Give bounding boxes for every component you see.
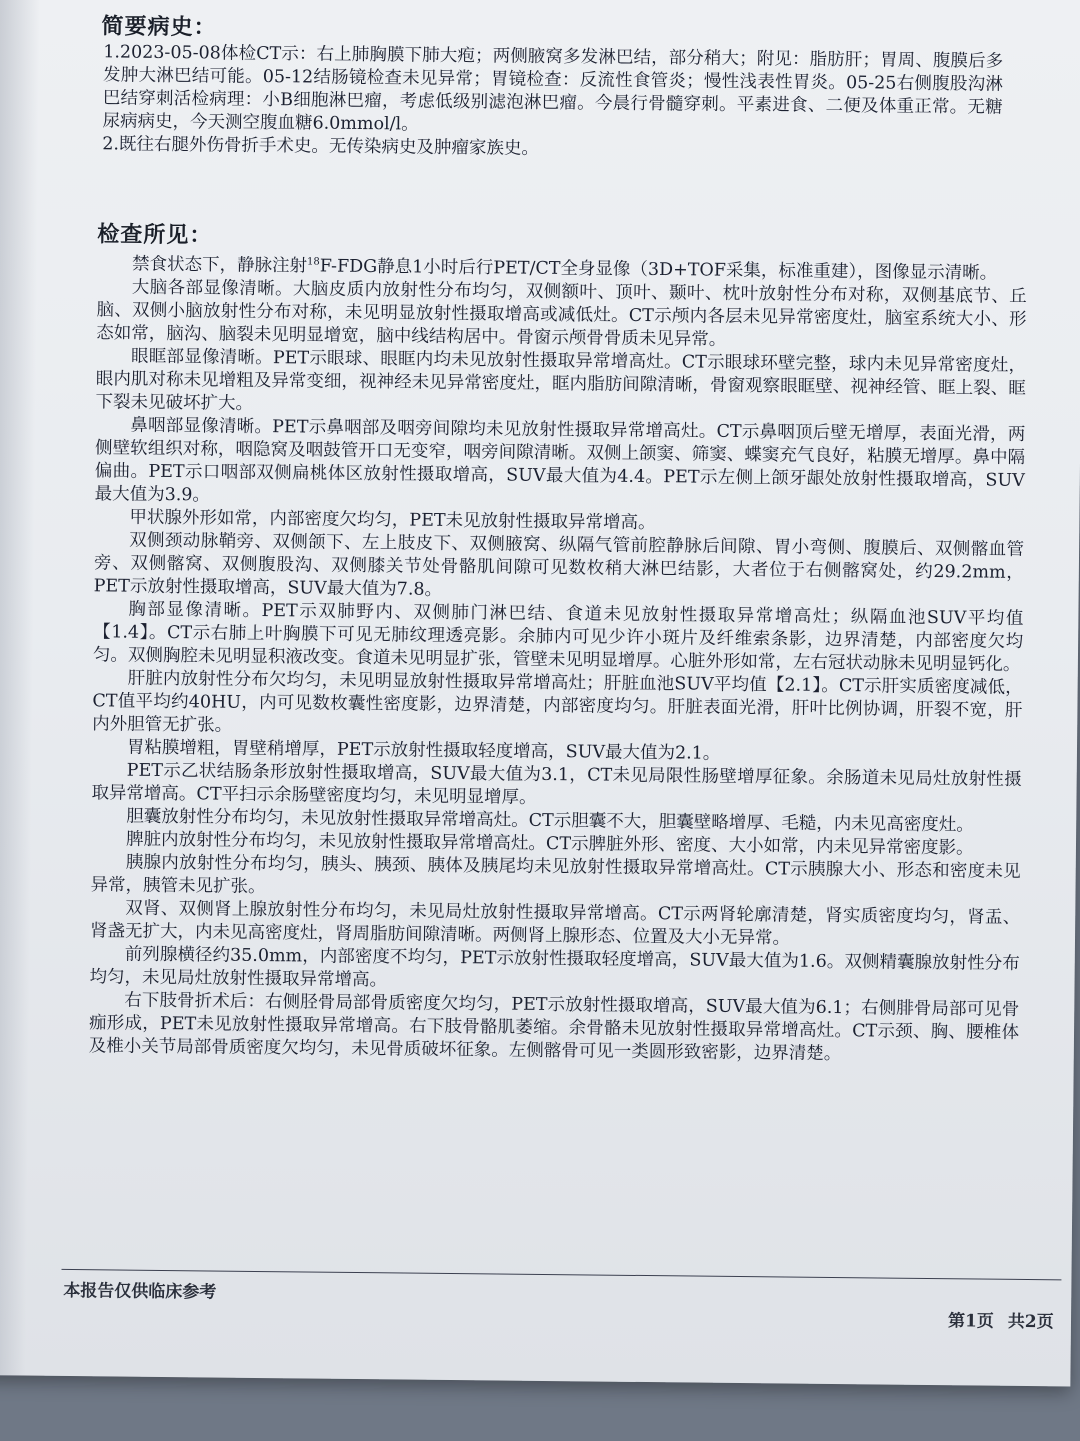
footer-note: 本报告仅供临床参考	[63, 1280, 217, 1303]
page-shadow	[0, 0, 40, 1376]
finding-bones: 右下肢骨折术后：右侧胫骨局部骨质密度欠均匀，PET示放射性摄取增高，SUV最大值为6.1；右侧腓骨局部可见骨痂形成，PET未见放射性摄取异常增高。右下肢骨骼肌萎缩。余骨骼未见放射性摄取异常增高灶。CT示颈、胸、腰椎体及椎小关节局部骨质密度欠均匀，未见骨质破坏征象。左侧髂骨可见一类圆形致密影，边界清楚。	[88, 990, 1020, 1064]
finding-lymph-nodes: 双侧颈动脉鞘旁、双侧颌下、左上肢皮下、双侧腋窝、纵隔气管前腔静脉后间隙、胃小弯侧、腹膜后、双侧髂血管旁、双侧髂窝、双侧腹股沟、双侧膝关节处骨骼肌间隙可见数枚稍大淋巴结影，大者位于右侧髂窝处，约29.2mm，PET示放射性摄取增高，SUV最大值为7.8。	[93, 530, 1025, 600]
history-item-2: 2.既往右腿外伤骨折手术史。无传染病史及肿瘤家族史。	[102, 134, 540, 159]
finding-prostate: 前列腺横径约35.0mm，内部密度不均匀，PET示放射性摄取轻度增高，SUV最大值为1.6。双侧精囊腺放射性分布均匀，未见局灶放射性摄取异常增高。	[89, 944, 1020, 991]
finding-colon: PET示乙状结肠条形放射性摄取增高，SUV最大值为3.1，CT未见局限性肠壁增厚征象。余肠道未见局灶放射性摄取异常增高。CT平扫示余肠壁密度均匀，未见明显增厚。	[91, 760, 1022, 808]
finding-gallbladder: 胆囊放射性分布均匀，未见放射性摄取异常增高灶。CT示胆囊不大，胆囊壁略增厚、毛糙，内未见高密度灶。	[126, 806, 974, 836]
finding-pancreas: 胰腺内放射性分布均匀，胰头、胰颈、胰体及胰尾均未见放射性摄取异常增高灶。CT示胰腺大小、形态和密度未见异常，胰管未见扩张。	[90, 852, 1021, 897]
findings-intro: 禁食状态下，静脉注射$^{18}$F-FDG静息1小时后行PET/CT全身显像（3D+TOF采集，标准重建），图像显示清晰。	[131, 254, 998, 284]
page-number: 第1页 共2页	[947, 1311, 1054, 1333]
finding-brain: 大脑各部显像清晰。大脑皮质内放射性分布均匀，双侧额叶、顶叶、颞叶、枕叶放射性分布对称，双侧基底节、丘脑、双侧小脑放射性分布对称，未见明显放射性摄取增高或减低灶。CT示颅内各层未见异常密度灶，脑室系统大小、形态如常，脑沟、脑裂未见明显增宽，脑中线结构居中。骨窗示颅骨骨质未见异常。	[96, 277, 1027, 350]
finding-orbit: 眼眶部显像清晰。PET示眼球、眼眶内均未见放射性摄取异常增高灶。CT示眼球环壁完整，球内未见异常密度灶，眼内肌对称未见增粗及异常变细，视神经未见异常密度灶，眶内脂肪间隙清晰，骨窗观察眼眶壁、视神经管、眶上裂、眶下裂未见破坏扩大。	[95, 346, 1027, 414]
finding-nasopharynx: 鼻咽部显像清晰。PET示鼻咽部及咽旁间隙均未见放射性摄取异常增高灶。CT示鼻咽顶后壁无增厚，表面光滑，两侧壁软组织对称，咽隐窝及咽鼓管开口无变窄，咽旁间隙清晰。双侧上颌窦、筛窦、蝶窦充气良好，粘膜无增厚。鼻中隔偏曲。PET示口咽部双侧扁桃体区放射性摄取增高，SUV最大值为4.4。PET示左侧上颌牙龈处放射性摄取增高，SUV最大值为3.9。	[94, 415, 1026, 506]
history-section	[102, 41, 1003, 165]
history-heading: 简要病史：	[101, 13, 217, 41]
finding-chest: 胸部显像清晰。PET示双肺野内、双侧肺门淋巴结、食道未见放射性摄取异常增高灶；纵隔血池SUV平均值【1.4】。CT示右肺上叶胸膜下可见无肺纹理透亮影。余肺内可见少许小斑片及纤维索条影，边界清楚，内部密度欠均匀。双侧胸腔未见明显积液改变。食道未见明显扩张，管壁未见明显增厚。心脏外形如常，左右冠状动脉未见明显钙化。	[92, 599, 1024, 675]
isotope-mass: 18	[307, 256, 320, 268]
finding-kidneys: 双肾、双侧肾上腺放射性分布均匀，未见局灶放射性摄取异常增高。CT示两肾轮廓清楚，肾实质密度均匀，肾盂、肾盏无扩大，内未见高密度灶，肾周脂肪间隙清晰。两侧肾上腺形态、位置及大小无异常。	[89, 898, 1021, 949]
findings-heading: 检查所见：	[97, 221, 213, 249]
findings-section	[89, 248, 1027, 1068]
finding-stomach: 胃粘膜增粗，胃壁稍增厚，PET示放射性摄取轻度增高，SUV最大值为2.1。	[126, 737, 721, 764]
finding-spleen: 脾脏内放射性分布均匀，未见放射性摄取异常增高灶。CT示脾脏外形、密度、大小如常，内未见异常密度影。	[125, 829, 974, 859]
finding-liver: 肝脏内放射性分布欠均匀，未见明显放射性摄取异常增高灶；肝脏血池SUV平均值【2.1】。CT示肝实质密度减低，CT值平均约40HU，内可见数枚囊性密度影，边界清楚，内部密度均匀。肝脏表面光滑，肝叶比例协调，肝裂不宽，肝内外胆管无扩张。	[92, 668, 1023, 736]
finding-thyroid: 甲状腺外形如常，内部密度欠均匀，PET未见放射性摄取异常增高。	[129, 507, 656, 533]
history-item-1: 1.2023-05-08体检CT示：右上肺胸膜下肺大疱；两侧腋窝多发淋巴结，部分稍大；附见：脂肪肝；胃周、腹膜后多发肿大淋巴结可能。05-12结肠镜检查未见异常；胃镜检查：反流性食管炎；慢性浅表性胃炎。05-25右侧腹股沟淋巴结穿刺活检病理：小B细胞淋巴瘤，考虑低级别滤泡淋巴瘤。今晨行骨髓穿刺。平素进食、二便及体重正常。无糖尿病病史，今天测空腹血糖6.0mmol/l。	[102, 42, 1004, 135]
